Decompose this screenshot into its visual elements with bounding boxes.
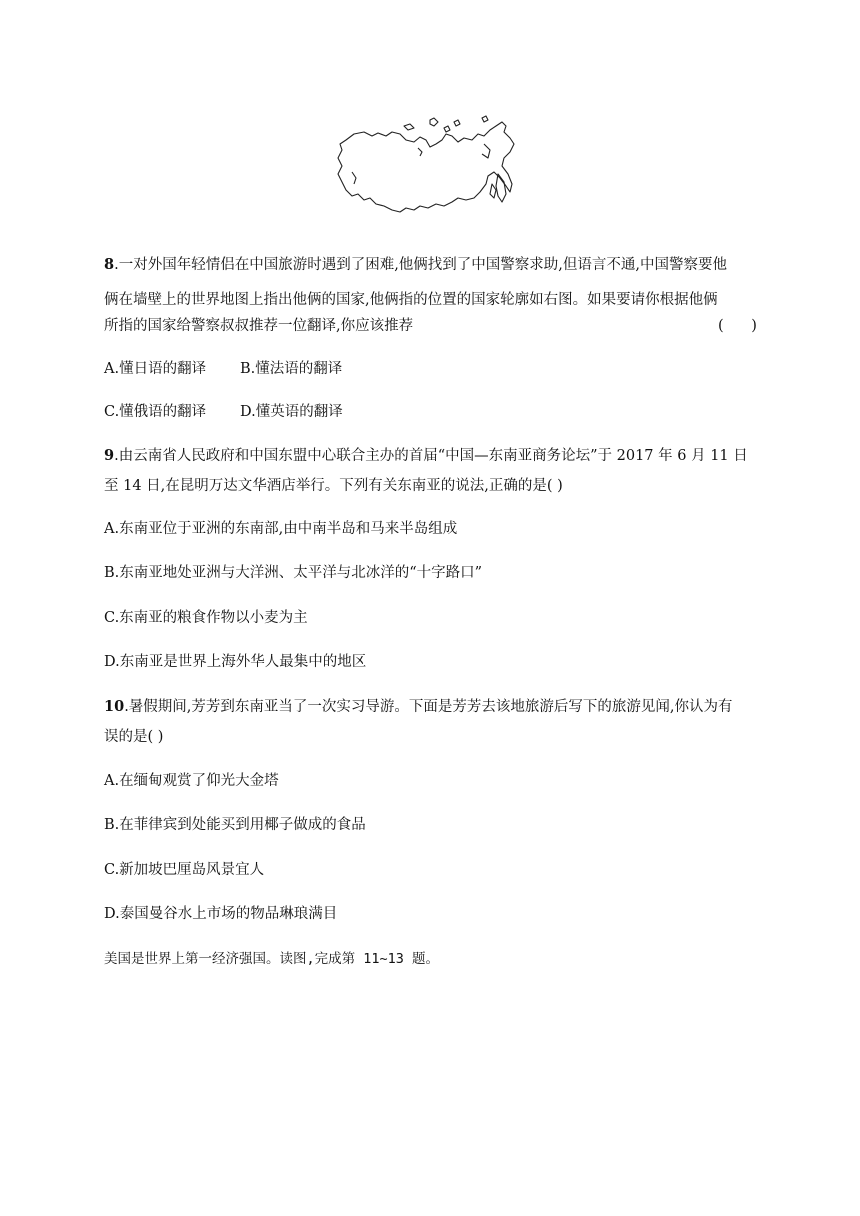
- q9-option-b: B.东南亚地处亚洲与大洋洲、太平洋与北冰洋的“十字路口”: [104, 565, 483, 581]
- q8-line-2: 俩在墙壁上的世界地图上指出他俩的国家,他俩指的位置的国家轮廓如右图。如果要请你根据他俩: [104, 292, 718, 308]
- q9-line-2: 至 14 日,在昆明万达文华酒店举行。下列有关东南亚的说法,正确的是( ): [104, 478, 563, 494]
- q10-option-b: B.在菲律宾到处能买到用椰子做成的食品: [104, 817, 366, 833]
- q9-text-1: .由云南省人民政府和中国东盟中心联合主办的首届“中国—东南亚商务论坛”于 2017 年 6 月 11 日: [114, 448, 748, 464]
- q8-option-b: B.懂法语的翻译: [240, 361, 343, 377]
- q9-number: 9: [104, 447, 115, 464]
- q8-option-a: A.懂日语的翻译: [104, 361, 207, 377]
- q8-option-c: C.懂俄语的翻译: [104, 404, 207, 420]
- q9-option-d: D.东南亚是世界上海外华人最集中的地区: [104, 654, 367, 670]
- q8-answer-blank: ( ): [718, 318, 757, 334]
- q10-option-c: C.新加坡巴厘岛风景宜人: [104, 862, 265, 878]
- q8-option-d: D.懂英语的翻译: [240, 404, 343, 420]
- q10-number: 10: [104, 698, 125, 715]
- q8-line-3: 所指的国家给警察叔叔推荐一位翻译,你应该推荐: [104, 318, 414, 334]
- q10-option-a: A.在缅甸观赏了仰光大金塔: [104, 773, 279, 789]
- q10-option-d: D.泰国曼谷水上市场的物品琳琅满目: [104, 906, 338, 922]
- russia-outline-map-icon: [334, 112, 526, 218]
- q8-line-1: [104, 255, 727, 275]
- q10-line-1: [104, 697, 733, 717]
- q10-line-2: 误的是( ): [104, 729, 164, 745]
- q8-number: 8: [104, 256, 115, 273]
- next-section-intro: 美国是世界上第一经济强国。读图,完成第 11~13 题。: [104, 951, 440, 967]
- q9-line-1: [104, 446, 748, 466]
- q8-text-1: .一对外国年轻情侣在中国旅游时遇到了困难,他俩找到了中国警察求助,但语言不通,中国警察要他: [114, 257, 728, 273]
- q9-option-c: C.东南亚的粮食作物以小麦为主: [104, 610, 308, 626]
- q10-text-1: .暑假期间,芳芳到东南亚当了一次实习导游。下面是芳芳去该地旅游后写下的旅游见闻,你认为有: [124, 699, 733, 715]
- q9-option-a: A.东南亚位于亚洲的东南部,由中南半岛和马来半岛组成: [104, 521, 458, 537]
